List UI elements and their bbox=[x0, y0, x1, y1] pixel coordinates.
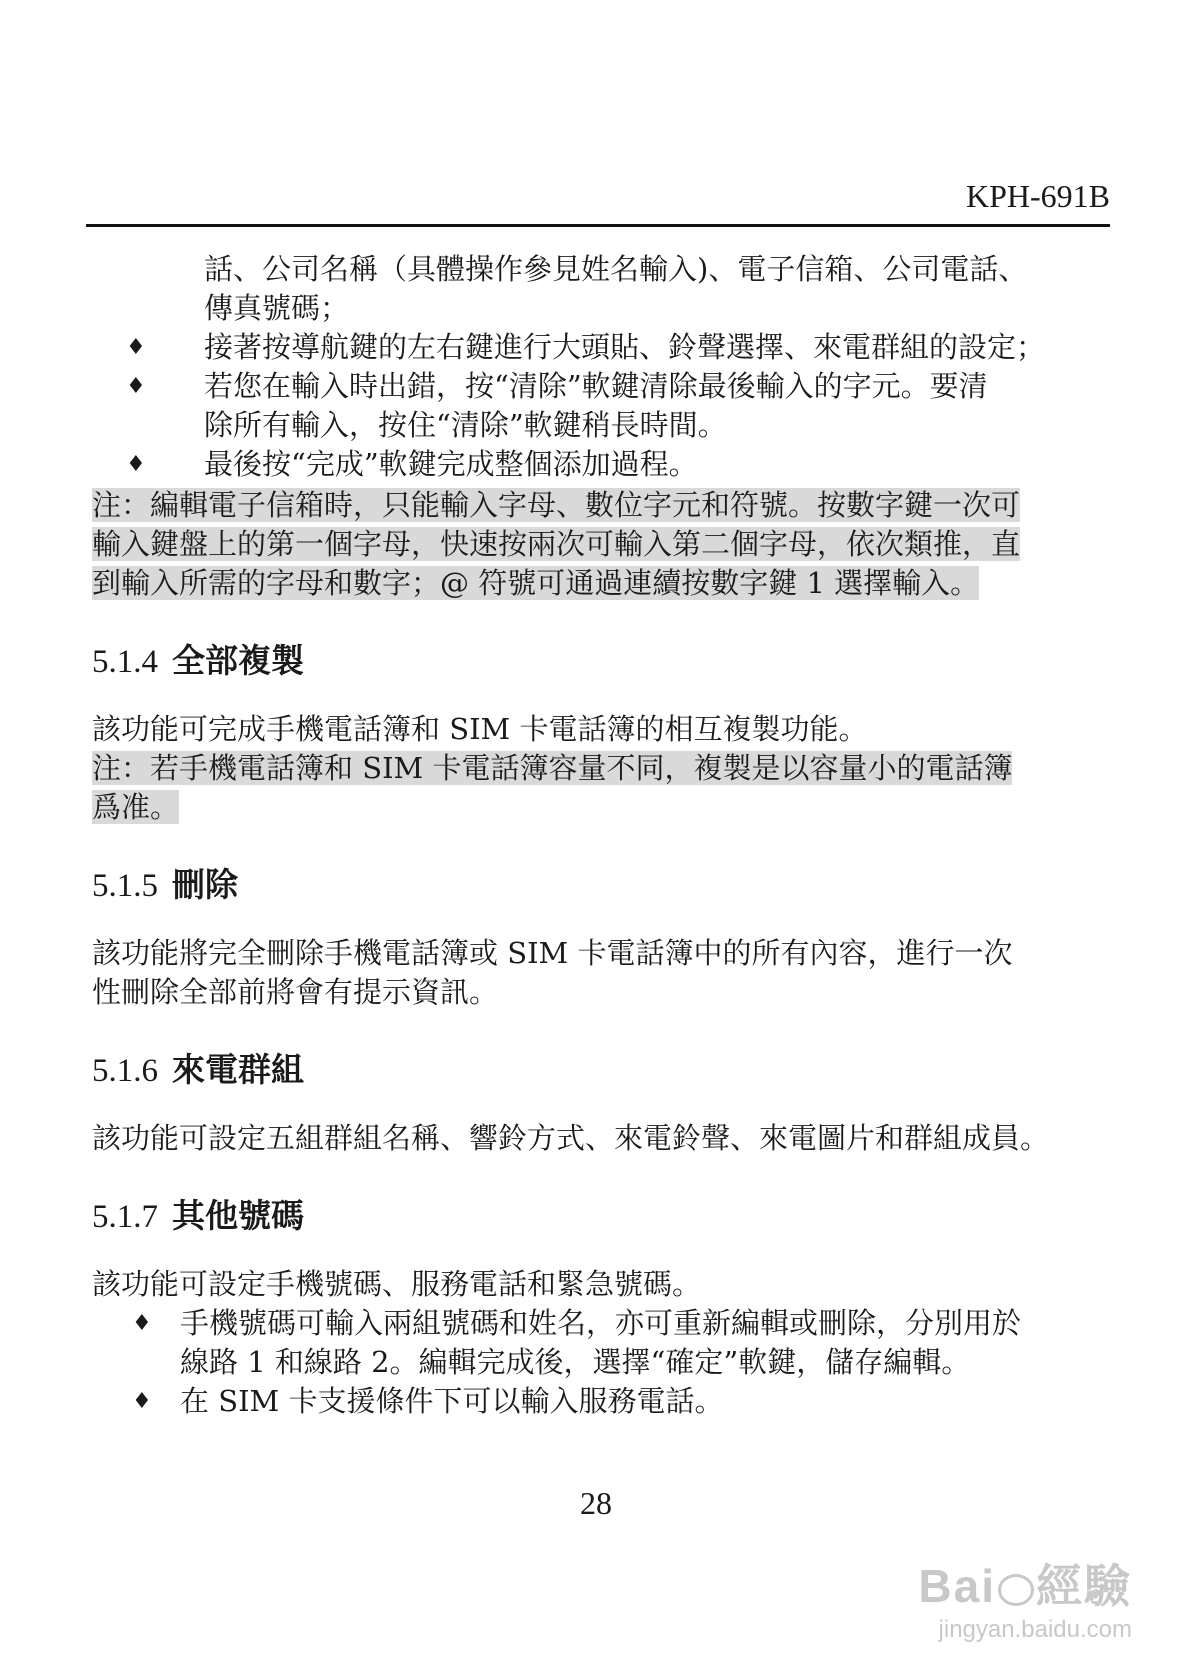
bullet-item bbox=[92, 328, 1112, 367]
note-line: 注：編輯電子信箱時，只能輸入字母、數位字元和符號。按數字鍵一次可 bbox=[92, 488, 1021, 522]
section-paragraph: 該功能可設定手機號碼、服務電話和緊急號碼。 bbox=[92, 1267, 702, 1301]
bullet-line: 接著按導航鍵的左右鍵進行大頭貼、鈴聲選擇、來電群組的設定； bbox=[204, 330, 1046, 364]
section-paragraph bbox=[92, 934, 1112, 1012]
note-line: 到輸入所需的字母和數字；@ 符號可通過連續按數字鍵 1 選擇輸入。 bbox=[92, 566, 980, 600]
bullet-item bbox=[92, 1382, 1112, 1421]
section-heading-5-1-4: 5.1.4 全部複製 bbox=[92, 641, 304, 680]
page-content bbox=[92, 250, 1112, 1421]
section-heading-5-1-7: 5.1.7 其他號碼 bbox=[92, 1196, 304, 1235]
bullet-item bbox=[92, 1304, 1112, 1382]
intro-line: 傳真號碼； bbox=[204, 291, 350, 325]
intro-line: 話、公司名稱（具體操作參見姓名輸入)、電子信箱、公司電話、 bbox=[204, 252, 1028, 286]
note-line: 注：若手機電話簿和 SIM 卡電話簿容量不同，複製是以容量小的電話簿 bbox=[92, 751, 1013, 785]
header-rule bbox=[86, 224, 1110, 227]
document-model: KPH-691B bbox=[965, 178, 1110, 214]
bullet-line: 若您在輸入時出錯，按“清除”軟鍵清除最後輸入的字元。要清 bbox=[204, 369, 988, 403]
section-heading-5-1-6: 5.1.6 來電群組 bbox=[92, 1050, 304, 1089]
watermark-logo: Bai 經驗 bbox=[918, 1560, 1132, 1612]
bullet-line: 在 SIM 卡支援條件下可以輸入服務電話。 bbox=[180, 1384, 724, 1418]
note-line: 輸入鍵盤上的第一個字母，快速按兩次可輸入第二個字母，依次類推，直 bbox=[92, 527, 1021, 561]
page-number: 28 bbox=[580, 1485, 612, 1521]
diamond-bullet-icon: ♦ bbox=[132, 1311, 152, 1336]
diamond-bullet-icon: ♦ bbox=[126, 335, 146, 360]
bullet-line: 除所有輸入，按住“清除”軟鍵稍長時間。 bbox=[204, 408, 727, 442]
note-email-input bbox=[92, 486, 1112, 603]
bullet-item bbox=[92, 367, 1112, 445]
bullet-line: 線路 1 和線路 2。編輯完成後，選擇“確定”軟鍵，儲存編輯。 bbox=[180, 1345, 971, 1379]
watermark-url: jingyan.baidu.com bbox=[938, 1616, 1132, 1643]
paragraph-line: 性刪除全部前將會有提示資訊。 bbox=[92, 975, 499, 1009]
bullet-line: 手機號碼可輸入兩組號碼和姓名，亦可重新編輯或刪除，分別用於 bbox=[180, 1306, 1022, 1340]
baidu-watermark bbox=[918, 1550, 1132, 1644]
note-copy bbox=[92, 749, 1112, 827]
bullet-item bbox=[92, 445, 1112, 484]
note-line: 爲准。 bbox=[92, 790, 180, 824]
section-paragraph: 該功能可設定五組群組名稱、響鈴方式、來電鈴聲、來電圖片和群組成員。 bbox=[92, 1121, 1050, 1155]
section-paragraph: 該功能可完成手機電話簿和 SIM 卡電話簿的相互複製功能。 bbox=[92, 712, 868, 746]
paragraph-line: 該功能將完全刪除手機電話簿或 SIM 卡電話簿中的所有內容，進行一次 bbox=[92, 936, 1013, 970]
intro-continuation bbox=[92, 250, 1112, 328]
diamond-bullet-icon: ♦ bbox=[132, 1389, 152, 1414]
paw-icon bbox=[998, 1574, 1034, 1606]
section-heading-5-1-5: 5.1.5 刪除 bbox=[92, 865, 238, 904]
bullet-line: 最後按“完成”軟鍵完成整個添加過程。 bbox=[204, 447, 698, 481]
diamond-bullet-icon: ♦ bbox=[126, 374, 146, 399]
diamond-bullet-icon: ♦ bbox=[126, 452, 146, 477]
